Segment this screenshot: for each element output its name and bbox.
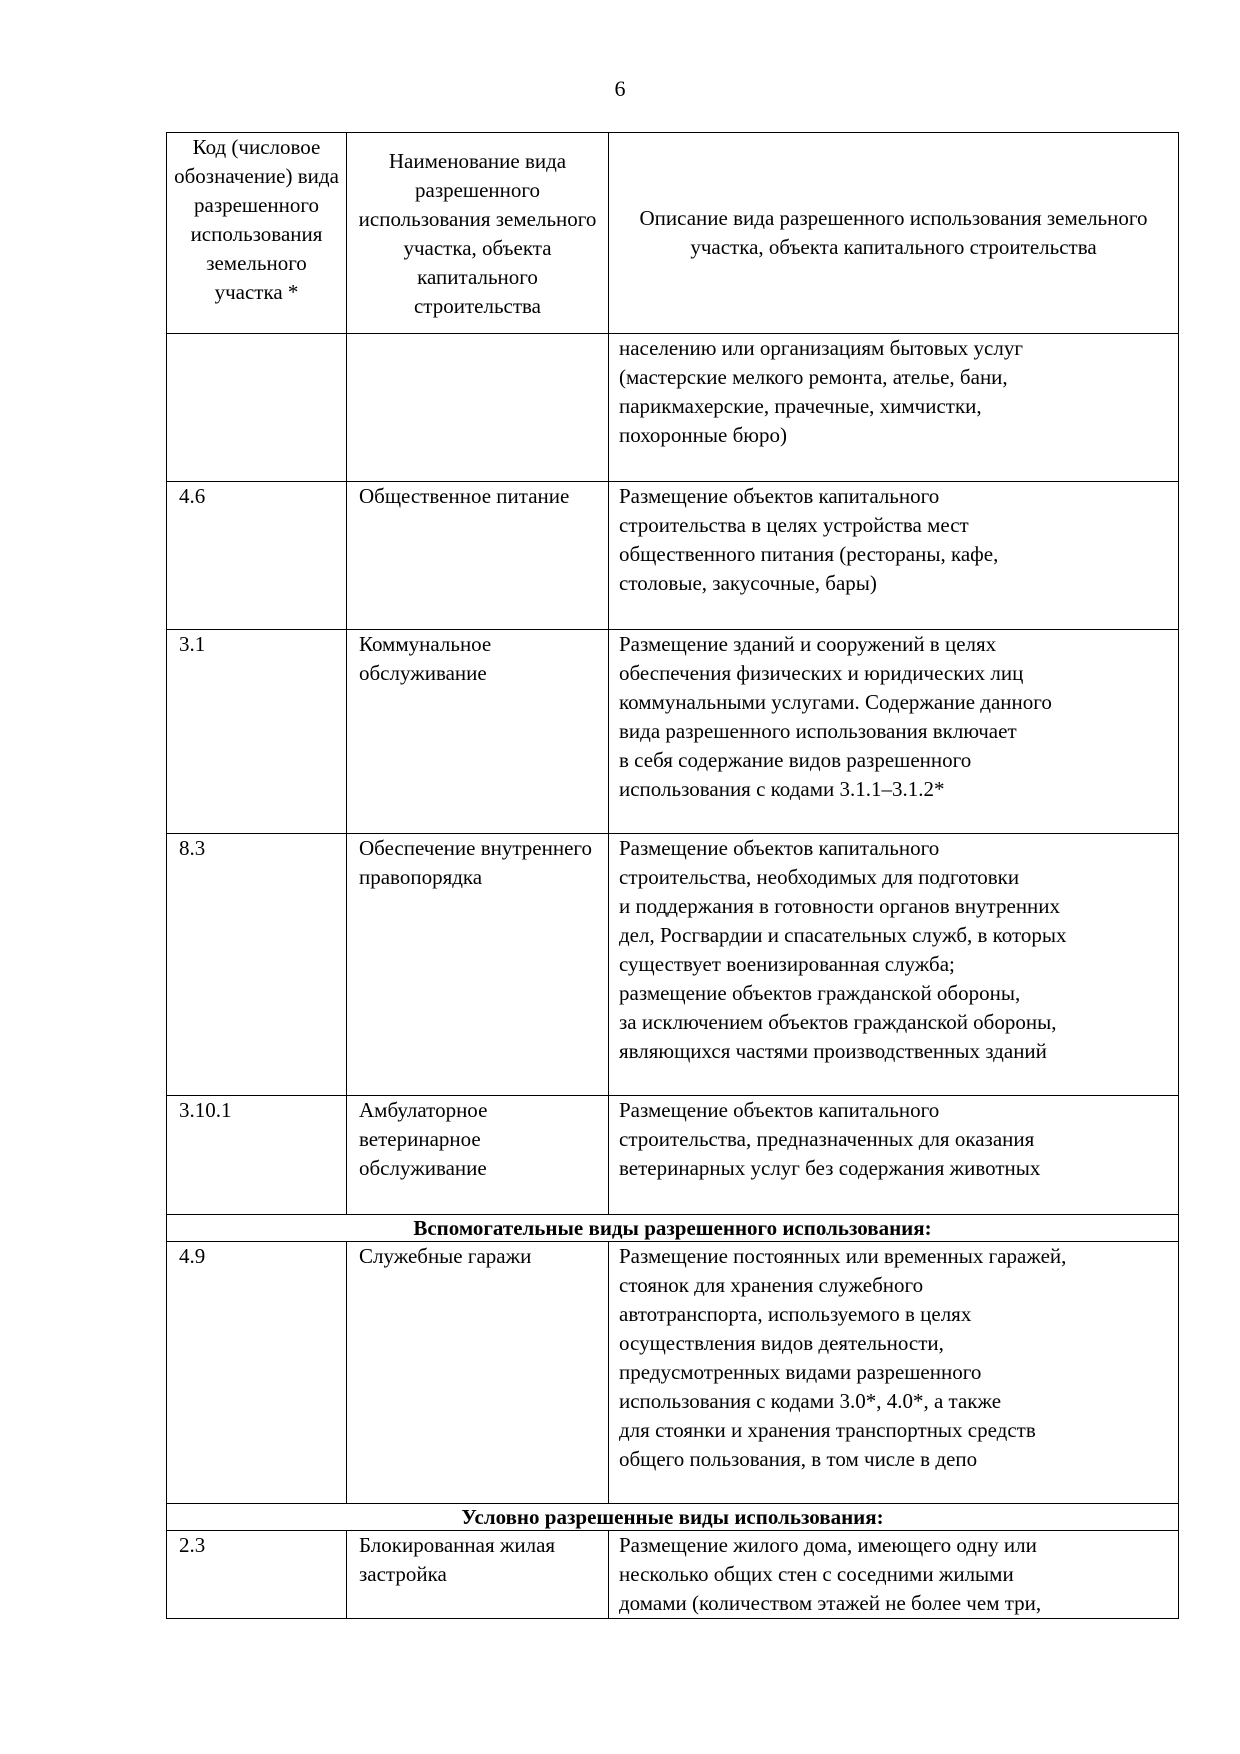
cell-name: Общественное питание xyxy=(347,482,609,630)
cell-description: Размещение объектов капитального строительства, предназначенных для оказания ветеринарных услуг без содержания животных xyxy=(609,1096,1179,1215)
section-row-auxiliary xyxy=(167,1215,1179,1242)
cell-description: Размещение объектов капитального строительства в целях устройства мест общественного питания (рестораны, кафе, столовые, закусочные, бары) xyxy=(609,482,1179,630)
page-number: 6 xyxy=(614,76,626,101)
table-row xyxy=(167,482,1179,630)
cell-description: Размещение жилого дома, имеющего одну или несколько общих стен с соседними жилыми домами (количеством этажей не более чем три, xyxy=(609,1531,1179,1619)
cell-name: Обеспечение внутреннего правопорядка xyxy=(347,834,609,1096)
cell-code: 8.3 xyxy=(167,834,347,1096)
table-row xyxy=(167,1242,1179,1504)
cell-description: Размещение объектов капитального строительства, необходимых для подготовки и поддержания в готовности органов внутренних дел, Росгвардии и спасательных служб, в которых существует военизированная служба; размещение объектов гражданской обороны, за исключением объектов гражданской обороны, являющихся частями производственных зданий xyxy=(609,834,1179,1096)
section-row-conditional xyxy=(167,1504,1179,1531)
cell-code: 4.6 xyxy=(167,482,347,630)
cell-name: Амбулаторное ветеринарное обслуживание xyxy=(347,1096,609,1215)
section-title-auxiliary: Вспомогательные виды разрешенного использования: xyxy=(167,1215,1179,1242)
cell-code: 3.1 xyxy=(167,630,347,834)
section-title-conditional: Условно разрешенные виды использования: xyxy=(167,1504,1179,1531)
cell-name: Коммунальное обслуживание xyxy=(347,630,609,834)
table-header-row xyxy=(167,133,1179,334)
cell-code xyxy=(167,334,347,482)
table-row xyxy=(167,334,1179,482)
cell-description: населению или организациям бытовых услуг (мастерские мелкого ремонта, ателье, бани, парикмахерские, прачечные, химчистки, похоронные бюро) xyxy=(609,334,1179,482)
cell-name xyxy=(347,334,609,482)
cell-name: Блокированная жилая застройка xyxy=(347,1531,609,1619)
cell-code: 3.10.1 xyxy=(167,1096,347,1215)
header-name: Наименование вида разрешенного использования земельного участка, объекта капитального строительства xyxy=(347,133,609,334)
land-use-table xyxy=(166,132,1179,1619)
cell-name: Служебные гаражи xyxy=(347,1242,609,1504)
cell-code: 4.9 xyxy=(167,1242,347,1504)
table-row xyxy=(167,1096,1179,1215)
cell-description: Размещение зданий и сооружений в целях обеспечения физических и юридических лиц коммунальными услугами. Содержание данного вида разрешенного использования включает в себя содержание видов разрешенного использования с кодами 3.1.1–3.1.2* xyxy=(609,630,1179,834)
table-row xyxy=(167,834,1179,1096)
cell-code: 2.3 xyxy=(167,1531,347,1619)
header-code: Код (числовое обозначение) вида разрешенного использования земельного участка * xyxy=(167,133,347,334)
header-description: Описание вида разрешенного использования земельного участка, объекта капитального строительства xyxy=(609,133,1179,334)
cell-description: Размещение постоянных или временных гаражей, стоянок для хранения служебного автотранспорта, используемого в целях осуществления видов деятельности, предусмотренных видами разрешенного использования с кодами 3.0*, 4.0*, а также для стоянки и хранения транспортных средств общего пользования, в том числе в депо xyxy=(609,1242,1179,1504)
table-row xyxy=(167,630,1179,834)
table-row xyxy=(167,1531,1179,1619)
